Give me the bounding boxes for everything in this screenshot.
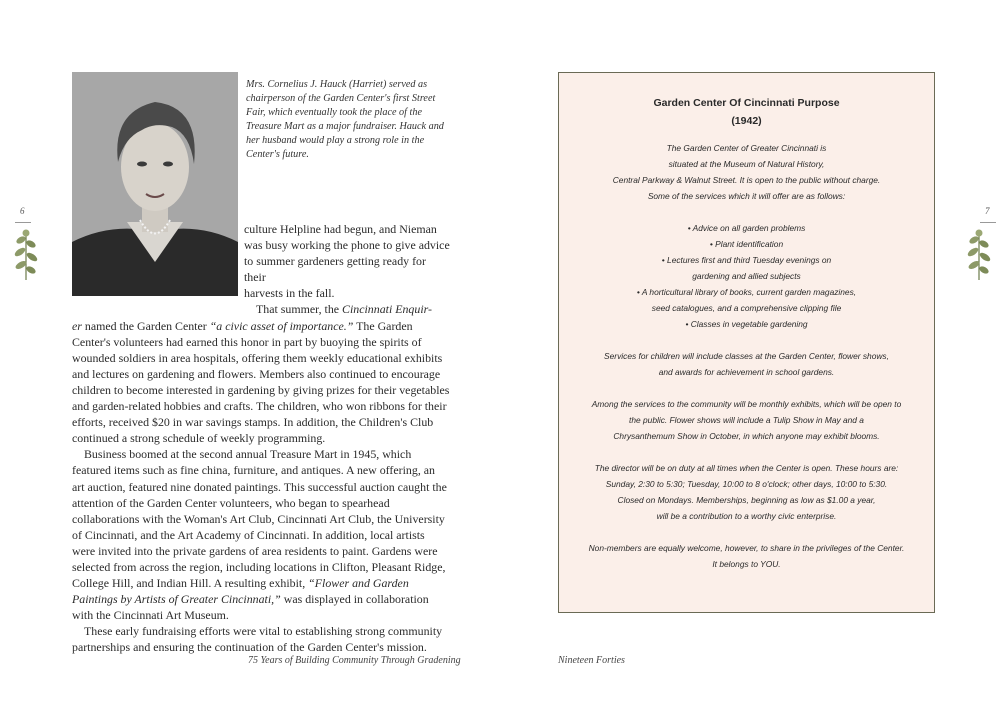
page-number-right: 7	[985, 206, 990, 216]
page-number-left: 6	[20, 206, 25, 216]
purpose-box	[558, 72, 935, 613]
page-rule-left	[15, 222, 31, 223]
box-children: Services for children will include classes at the Garden Center, flower shows, and awards for achievement in school gardens.	[604, 351, 889, 377]
box-community: Among the services to the community will be monthly exhibits, which will be open to the public. Flower shows will include a Tulip Show in May and a Chrysanthemum Show in October, in which anyone may exhibit blooms.	[591, 399, 902, 441]
paragraph-2: er named the Garden Center “a civic asset of importance.” The Garden Center's volunteers had earned this honor in part by buoying the spirits of wounded soldiers in area hospitals, offering them weekly educational exhibits and lectures on gardening and flowers. Members also continued to encourage children to become interested in gardening by giving prizes for their vegetables and garden-related hobbies and crafts. The children, who won ribbons for their efforts, received $20 in war savings stamps. In addition, the Children's Club continued a strong schedule of weekly programming.	[72, 318, 450, 446]
list-item: • A horticultural library of books, current garden magazines,	[636, 287, 857, 297]
paragraph-2-start: That summer, the Cincinnati Enquir-	[256, 302, 432, 317]
box-hours: The director will be on duty at all times when the Center is open. These hours are: Sunday, 2:30 to 5:30; Tuesday, 10:00 to 8 o'clock; other days, 10:00 to 5:30. Closed on Mondays. Memberships, beginning as low as $1.00 a year, will be a contribution to a worthy civic enterprise.	[594, 463, 899, 521]
list-item: • Classes in vegetable gardening	[685, 319, 808, 329]
box-intro: The Garden Center of Greater Cincinnati is situated at the Museum of Natural History, Central Parkway & Walnut Street. It is open to the public without charge. Some of the services which it will offer are as follows:	[612, 143, 881, 201]
paragraph-3: Business boomed at the second annual Treasure Mart in 1945, which featured items such as fine china, furniture, and antiques. A new offering, an art auction, featured nine donated paintings. This successful auction caught the attention of the Garden Center volunteers, who began to spearhead collaborations with the Woman's Art Club, Cincinnati Art Club, the University of Cincinnati, and the Art Academy of Cincinnati. In addition, local artists were invited into the private gardens of area residents to paint. Gardens were selected from across the region, including locations in Clifton, Pleasant Ridge, College Hill, and Indian Hill. A resulting exhibit, “Flower and Garden Paintings by Artists of Greater Cincinnati,” was displayed in collaboration with the Cincinnati Art Museum.	[72, 447, 447, 623]
plant-sprig-icon	[13, 226, 39, 280]
wrap-line: harvests in the fall.	[244, 286, 335, 301]
footer-chapter-title: Nineteen Forties	[558, 655, 625, 666]
wrap-line: to summer gardeners getting ready for their	[244, 254, 426, 285]
box-closing: Non-members are equally welcome, however, to share in the privileges of the Center. It belongs to YOU.	[588, 543, 905, 569]
page-rule-right	[980, 222, 996, 223]
box-services-list	[579, 220, 914, 332]
body-text	[72, 221, 450, 656]
footer-book-title: 75 Years of Building Community Through Gradening	[248, 655, 461, 666]
paragraph-4: These early fundraising efforts were vital to establishing strong community partnerships and ensuring the continuation of the Garden Center's mission.	[72, 624, 443, 655]
list-item: • Lectures first and third Tuesday evenings on	[661, 255, 832, 265]
list-item: gardening and allied subjects	[692, 271, 801, 281]
list-item: • Advice on all garden problems	[687, 223, 806, 233]
list-item: • Plant identification	[709, 239, 784, 249]
wrap-line: was busy working the phone to give advice	[244, 238, 450, 253]
wrap-line: culture Helpline had begun, and Nieman	[244, 222, 437, 236]
photo-caption: Mrs. Cornelius J. Hauck (Harriet) served as chairperson of the Garden Center's first Street Fair, which eventually took the place of the Treasure Mart as a major fundraiser. Hauck and her husband would play a strong role in the Center's future.	[246, 79, 444, 160]
plant-sprig-icon	[966, 226, 992, 280]
box-title: Garden Center Of Cincinnati Purpose (1942)	[653, 97, 840, 127]
list-item: seed catalogues, and a comprehensive clipping file	[651, 303, 842, 313]
